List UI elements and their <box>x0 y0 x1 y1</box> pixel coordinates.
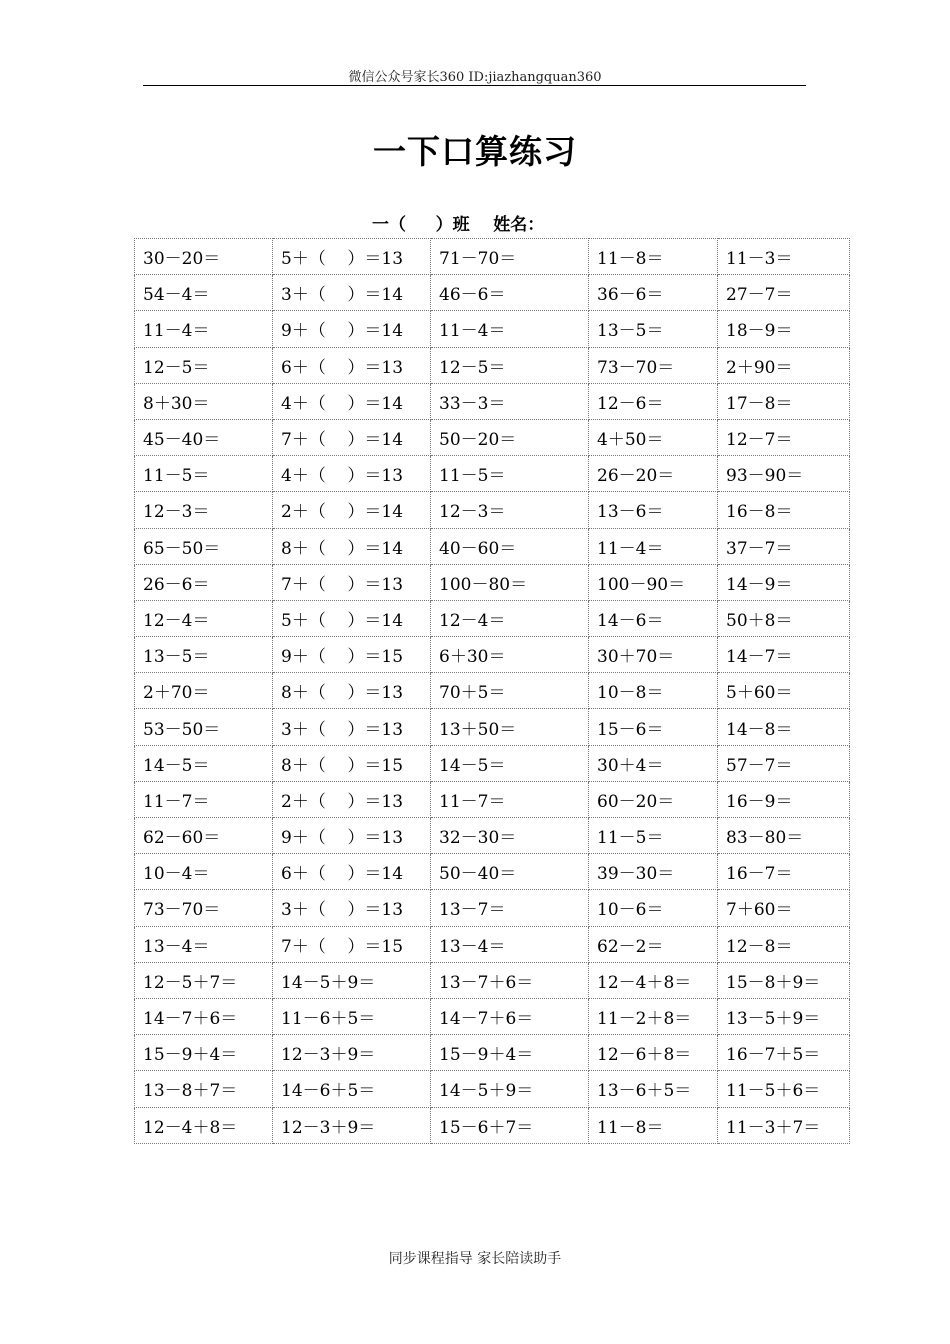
page-header: 微信公众号家长360 ID:jiazhangquan360 <box>348 70 602 85</box>
problem-cell: 62－2＝ <box>589 926 718 962</box>
table-row <box>135 745 850 781</box>
problem-cell: 14－6＋5＝ <box>273 1071 431 1107</box>
problem-cell: 13－5＝ <box>135 637 273 673</box>
problem-cell: 2＋（ ）＝14 <box>273 492 431 528</box>
problem-cell: 4＋50＝ <box>589 419 718 455</box>
problem-cell: 5＋（ ）＝13 <box>273 239 431 275</box>
problem-cell: 3＋（ ）＝13 <box>273 709 431 745</box>
problem-cell: 2＋（ ）＝13 <box>273 781 431 817</box>
problem-cell: 4＋（ ）＝13 <box>273 456 431 492</box>
arithmetic-table <box>134 238 850 1144</box>
problem-cell: 12－3＋9＝ <box>273 1107 431 1143</box>
problem-cell: 33－3＝ <box>431 383 589 419</box>
problem-cell: 14－8＝ <box>718 709 850 745</box>
problem-cell: 45－40＝ <box>135 419 273 455</box>
problem-cell: 70＋5＝ <box>431 673 589 709</box>
problem-cell: 6＋30＝ <box>431 637 589 673</box>
table-row <box>135 998 850 1034</box>
problem-cell: 14－9＝ <box>718 564 850 600</box>
table-row <box>135 637 850 673</box>
table-row <box>135 854 850 890</box>
problem-cell: 100－80＝ <box>431 564 589 600</box>
problem-cell: 5＋60＝ <box>718 673 850 709</box>
problem-cell: 7＋（ ）＝13 <box>273 564 431 600</box>
problem-cell: 3＋（ ）＝14 <box>273 275 431 311</box>
problem-cell: 11－6＋5＝ <box>273 998 431 1034</box>
problem-cell: 12－3＋9＝ <box>273 1035 431 1071</box>
header-divider <box>143 85 806 86</box>
problem-cell: 8＋（ ）＝13 <box>273 673 431 709</box>
table-row <box>135 1071 850 1107</box>
problem-cell: 18－9＝ <box>718 311 850 347</box>
problem-cell: 15－6＝ <box>589 709 718 745</box>
problem-cell: 8＋（ ）＝14 <box>273 528 431 564</box>
problem-cell: 10－4＝ <box>135 854 273 890</box>
problem-cell: 3＋（ ）＝13 <box>273 890 431 926</box>
problem-cell: 13－5＝ <box>589 311 718 347</box>
table-row <box>135 1107 850 1143</box>
problem-cell: 12－8＝ <box>718 926 850 962</box>
page-title: 一下口算练习 <box>373 132 577 171</box>
problem-cell: 11－5＝ <box>135 456 273 492</box>
problem-cell: 14－6＝ <box>589 600 718 636</box>
table-row <box>135 781 850 817</box>
problem-cell: 7＋60＝ <box>718 890 850 926</box>
problem-cell: 50＋8＝ <box>718 600 850 636</box>
problem-cell: 13－4＝ <box>135 926 273 962</box>
problem-cell: 13－6＝ <box>589 492 718 528</box>
problem-cell: 10－8＝ <box>589 673 718 709</box>
problem-cell: 73－70＝ <box>135 890 273 926</box>
problem-cell: 40－60＝ <box>431 528 589 564</box>
problem-cell: 73－70＝ <box>589 347 718 383</box>
table-row <box>135 926 850 962</box>
problem-cell: 50－40＝ <box>431 854 589 890</box>
problem-cell: 65－50＝ <box>135 528 273 564</box>
table-row <box>135 818 850 854</box>
problem-cell: 12－4＝ <box>135 600 273 636</box>
problem-cell: 30＋4＝ <box>589 745 718 781</box>
problem-cell: 13＋50＝ <box>431 709 589 745</box>
problem-cell: 6＋（ ）＝13 <box>273 347 431 383</box>
problem-cell: 54－4＝ <box>135 275 273 311</box>
problem-cell: 13－7＝ <box>431 890 589 926</box>
problem-cell: 7＋（ ）＝14 <box>273 419 431 455</box>
problem-cell: 16－9＝ <box>718 781 850 817</box>
problem-cell: 15－8＋9＝ <box>718 962 850 998</box>
table-row <box>135 275 850 311</box>
problem-cell: 2＋70＝ <box>135 673 273 709</box>
table-row <box>135 311 850 347</box>
problem-cell: 32－30＝ <box>431 818 589 854</box>
problem-cell: 11－7＝ <box>135 781 273 817</box>
problem-cell: 11－7＝ <box>431 781 589 817</box>
problem-cell: 13－6＋5＝ <box>589 1071 718 1107</box>
problem-cell: 12－4＋8＝ <box>589 962 718 998</box>
class-name-line: 一（ ）班 姓名： <box>372 215 545 235</box>
problem-cell: 2＋90＝ <box>718 347 850 383</box>
problem-cell: 16－8＝ <box>718 492 850 528</box>
problem-cell: 10－6＝ <box>589 890 718 926</box>
table-row <box>135 962 850 998</box>
problem-cell: 50－20＝ <box>431 419 589 455</box>
problem-cell: 7＋（ ）＝15 <box>273 926 431 962</box>
arithmetic-table-body <box>135 239 850 1144</box>
problem-cell: 12－6＋8＝ <box>589 1035 718 1071</box>
problem-cell: 13－8＋7＝ <box>135 1071 273 1107</box>
problem-cell: 39－30＝ <box>589 854 718 890</box>
problem-cell: 14－5＝ <box>135 745 273 781</box>
problem-cell: 13－4＝ <box>431 926 589 962</box>
problem-cell: 14－5＋9＝ <box>273 962 431 998</box>
problem-cell: 100－90＝ <box>589 564 718 600</box>
problem-cell: 8＋30＝ <box>135 383 273 419</box>
table-row <box>135 709 850 745</box>
table-row <box>135 890 850 926</box>
table-row <box>135 383 850 419</box>
problem-cell: 11－5＝ <box>589 818 718 854</box>
table-row <box>135 419 850 455</box>
problem-cell: 12－5＝ <box>135 347 273 383</box>
problem-cell: 6＋（ ）＝14 <box>273 854 431 890</box>
problem-cell: 11－5＝ <box>431 456 589 492</box>
table-row <box>135 528 850 564</box>
problem-cell: 12－6＝ <box>589 383 718 419</box>
problem-cell: 14－5＋9＝ <box>431 1071 589 1107</box>
problem-cell: 30－20＝ <box>135 239 273 275</box>
problem-cell: 11－4＝ <box>589 528 718 564</box>
problem-cell: 13－5＋9＝ <box>718 998 850 1034</box>
problem-cell: 11－3＝ <box>718 239 850 275</box>
table-row <box>135 600 850 636</box>
problem-cell: 16－7＋5＝ <box>718 1035 850 1071</box>
page-footer: 同步课程指导 家长陪读助手 <box>388 1251 562 1267</box>
problem-cell: 11－4＝ <box>431 311 589 347</box>
problem-cell: 27－7＝ <box>718 275 850 311</box>
problem-cell: 17－8＝ <box>718 383 850 419</box>
problem-cell: 60－20＝ <box>589 781 718 817</box>
problem-cell: 37－7＝ <box>718 528 850 564</box>
problem-cell: 12－4＝ <box>431 600 589 636</box>
problem-cell: 9＋（ ）＝13 <box>273 818 431 854</box>
problem-cell: 14－5＝ <box>431 745 589 781</box>
problem-cell: 4＋（ ）＝14 <box>273 383 431 419</box>
problem-cell: 11－5＋6＝ <box>718 1071 850 1107</box>
problem-cell: 9＋（ ）＝14 <box>273 311 431 347</box>
problem-cell: 12－3＝ <box>135 492 273 528</box>
table-row <box>135 673 850 709</box>
table-row <box>135 347 850 383</box>
table-row <box>135 492 850 528</box>
problem-cell: 62－60＝ <box>135 818 273 854</box>
table-row <box>135 564 850 600</box>
problem-cell: 15－9＋4＝ <box>431 1035 589 1071</box>
problem-cell: 15－6＋7＝ <box>431 1107 589 1143</box>
problem-cell: 26－20＝ <box>589 456 718 492</box>
table-row <box>135 1035 850 1071</box>
problem-cell: 30＋70＝ <box>589 637 718 673</box>
problem-cell: 13－7＋6＝ <box>431 962 589 998</box>
problem-cell: 16－7＝ <box>718 854 850 890</box>
problem-cell: 53－50＝ <box>135 709 273 745</box>
problem-cell: 12－7＝ <box>718 419 850 455</box>
problem-cell: 15－9＋4＝ <box>135 1035 273 1071</box>
problem-cell: 11－2＋8＝ <box>589 998 718 1034</box>
problem-cell: 83－80＝ <box>718 818 850 854</box>
problem-cell: 11－8＝ <box>589 239 718 275</box>
table-row <box>135 456 850 492</box>
problem-cell: 11－4＝ <box>135 311 273 347</box>
problem-cell: 11－3＋7＝ <box>718 1107 850 1143</box>
problem-cell: 12－4＋8＝ <box>135 1107 273 1143</box>
problem-cell: 93－90＝ <box>718 456 850 492</box>
problem-cell: 11－8＝ <box>589 1107 718 1143</box>
table-row <box>135 239 850 275</box>
problem-cell: 57－7＝ <box>718 745 850 781</box>
problem-cell: 9＋（ ）＝15 <box>273 637 431 673</box>
problem-cell: 14－7＝ <box>718 637 850 673</box>
problem-cell: 12－3＝ <box>431 492 589 528</box>
problem-cell: 12－5＝ <box>431 347 589 383</box>
problem-cell: 26－6＝ <box>135 564 273 600</box>
problem-cell: 46－6＝ <box>431 275 589 311</box>
problem-cell: 14－7＋6＝ <box>135 998 273 1034</box>
problem-cell: 71－70＝ <box>431 239 589 275</box>
problem-cell: 36－6＝ <box>589 275 718 311</box>
problem-cell: 14－7＋6＝ <box>431 998 589 1034</box>
problem-cell: 5＋（ ）＝14 <box>273 600 431 636</box>
problem-cell: 12－5＋7＝ <box>135 962 273 998</box>
problem-cell: 8＋（ ）＝15 <box>273 745 431 781</box>
